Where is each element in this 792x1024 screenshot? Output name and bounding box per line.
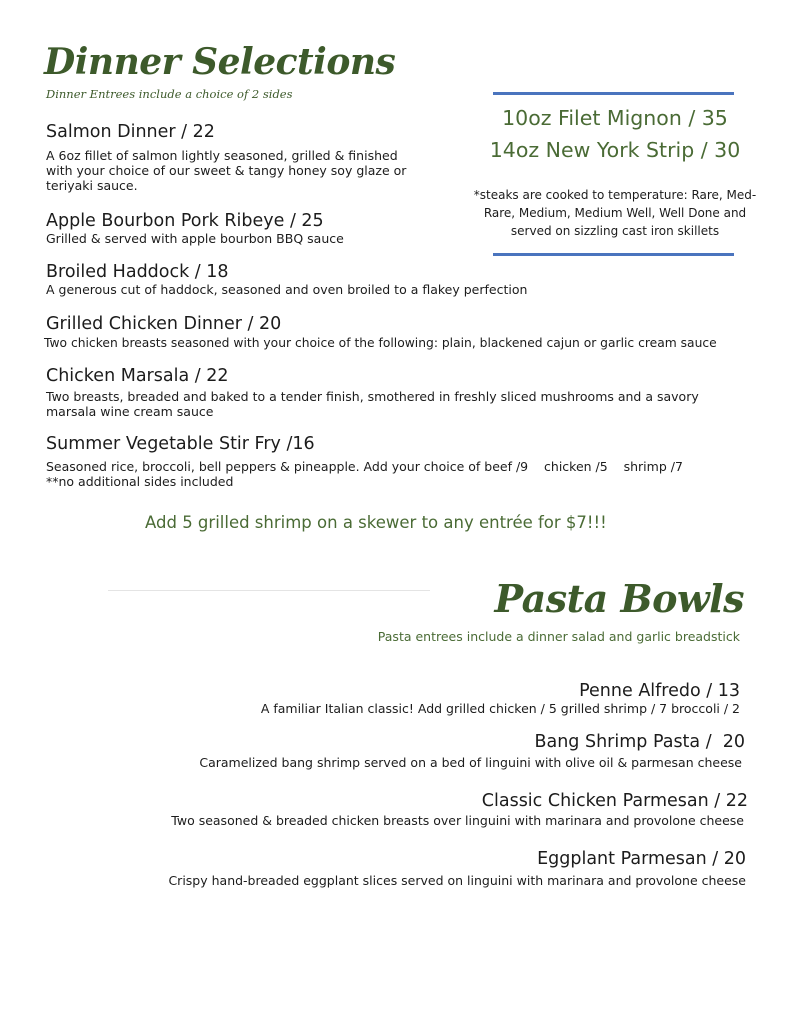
dinner-item-salmon-desc: A 6oz fillet of salmon lightly seasoned, grilled & finished with your choice of our sweet & tangy honey soy glaze or teriyaki sauce. [46, 148, 407, 193]
steak-box-bottom-rule [493, 253, 734, 256]
pasta-title: Pasta Bowls [494, 576, 744, 621]
pasta-item-bang-shrimp-desc: Caramelized bang shrimp served on a bed of linguini with olive oil & parmesan cheese [199, 755, 742, 770]
dinner-item-pork-desc: Grilled & served with apple bourbon BBQ sauce [46, 231, 344, 246]
dinner-item-pork-name: Apple Bourbon Pork Ribeye / 25 [46, 211, 324, 231]
pasta-subtitle: Pasta entrees include a dinner salad and garlic breadstick [377, 629, 740, 644]
pasta-item-bang-shrimp-name: Bang Shrimp Pasta / 20 [534, 732, 745, 752]
pasta-item-chicken-parm-desc: Two seasoned & breaded chicken breasts over linguini with marinara and provolone cheese [171, 813, 744, 828]
dinner-item-chicken-desc: Two chicken breasts seasoned with your choice of the following: plain, blackened cajun or garlic cream sauce [44, 336, 717, 350]
dinner-subtitle: Dinner Entrees include a choice of 2 sides [46, 87, 293, 101]
pasta-item-chicken-parm-name: Classic Chicken Parmesan / 22 [481, 791, 748, 811]
pasta-item-penne-desc: A familiar Italian classic! Add grilled chicken / 5 grilled shrimp / 7 broccoli / 2 [260, 701, 740, 716]
dinner-item-marsala-name: Chicken Marsala / 22 [46, 366, 229, 386]
pasta-item-eggplant-desc: Crispy hand-breaded eggplant slices served on linguini with marinara and provolone cheese [168, 873, 746, 888]
shrimp-skewer-promo: Add 5 grilled shrimp on a skewer to any entrée for $7!!! [145, 513, 607, 532]
dinner-item-chicken-name: Grilled Chicken Dinner / 20 [46, 314, 282, 334]
dinner-item-salmon-name: Salmon Dinner / 22 [46, 122, 215, 142]
steak-line-strip: 14oz New York Strip / 30 [489, 138, 741, 162]
dinner-item-haddock-desc: A generous cut of haddock, seasoned and oven broiled to a flakey perfection [46, 282, 528, 297]
dinner-item-stirfry-name: Summer Vegetable Stir Fry /16 [46, 434, 315, 454]
dinner-item-haddock-name: Broiled Haddock / 18 [46, 262, 229, 282]
pasta-item-eggplant-name: Eggplant Parmesan / 20 [537, 849, 746, 869]
steak-box-top-rule [493, 92, 734, 95]
steak-line-filet: 10oz Filet Mignon / 35 [502, 106, 728, 130]
steak-temperature-note: *steaks are cooked to temperature: Rare, Med-Rare, Medium, Medium Well, Well Done and served on sizzling cast iron skillets [473, 188, 757, 238]
pasta-item-penne-name: Penne Alfredo / 13 [579, 681, 740, 701]
dinner-item-stirfry-desc: Seasoned rice, broccoli, bell peppers & pineapple. Add your choice of beef /9 chicken /5 shrimp /7 [46, 459, 683, 474]
dinner-title: Dinner Selections [44, 41, 396, 83]
section-divider [108, 590, 430, 591]
dinner-item-stirfry-note: **no additional sides included [46, 474, 234, 489]
dinner-item-marsala-desc: Two breasts, breaded and baked to a tender finish, smothered in freshly sliced mushrooms and a savory marsala wine cream sauce [46, 389, 699, 419]
